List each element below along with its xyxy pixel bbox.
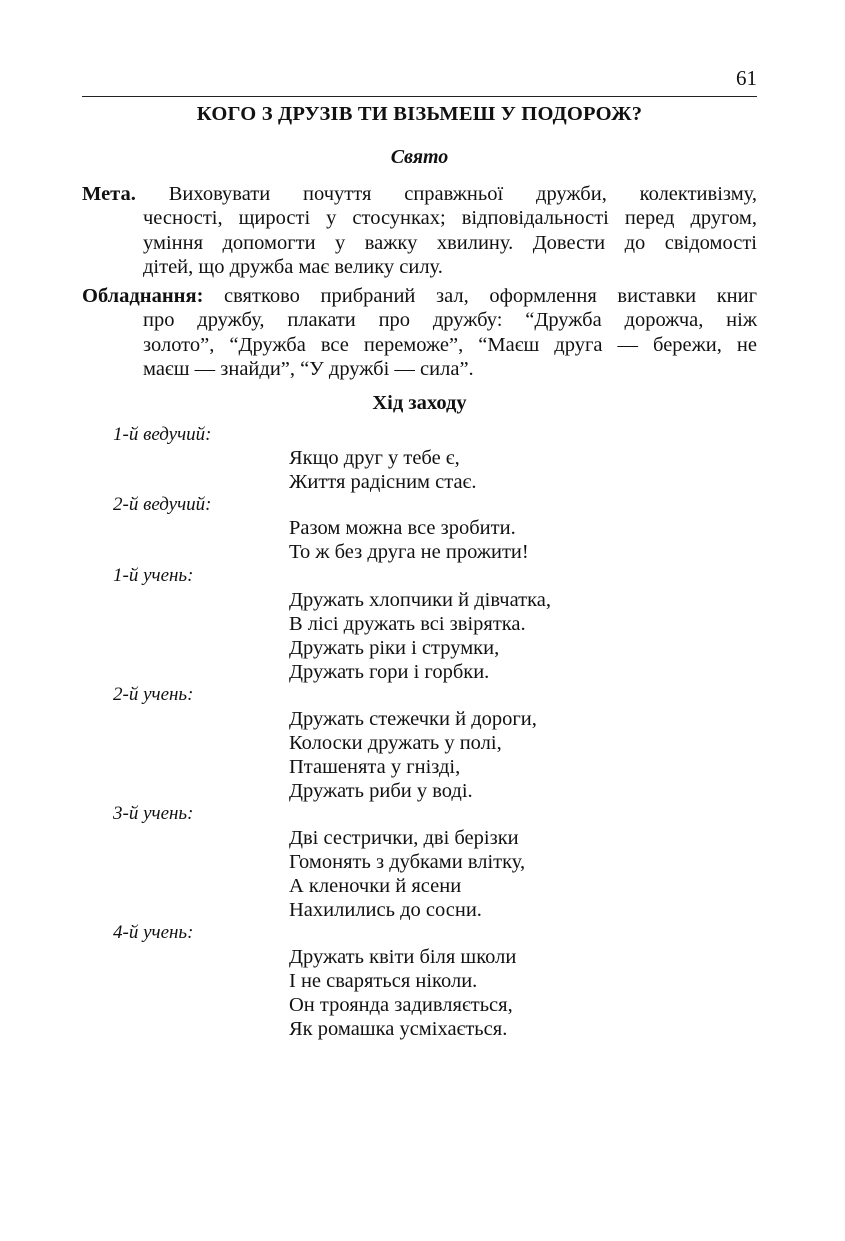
verse-line: Дружать ріки і струмки, bbox=[289, 637, 500, 659]
speaker-label: 2-й учень: bbox=[113, 684, 194, 705]
equipment-line bbox=[82, 284, 757, 308]
speaker-label: 1-й учень: bbox=[113, 565, 194, 586]
equipment-line: золото”, “Дружба все переможе”, “Маєш друга — бережи, не bbox=[143, 333, 757, 356]
verse-line: То ж без друга не прожити! bbox=[289, 541, 529, 563]
section-heading: Хід заходу bbox=[372, 392, 467, 414]
goal-line-text: Виховувати почуття справжньої дружби, колективізму, bbox=[168, 183, 757, 205]
verse-line: Дві сестрички, дві берізки bbox=[289, 827, 519, 849]
verse-line: Пташенята у гнізді, bbox=[289, 756, 461, 778]
verse bbox=[289, 707, 537, 803]
verse-line: Он троянда задивляється, bbox=[289, 994, 513, 1016]
header-rule bbox=[82, 96, 757, 97]
goal-label: Мета. bbox=[82, 183, 136, 205]
speaker-label: 4-й учень: bbox=[113, 922, 194, 943]
verse bbox=[289, 446, 476, 494]
goal-line: дітей, що дружба має велику силу. bbox=[143, 255, 443, 278]
verse-line: В лісі дружать всі звірятка. bbox=[289, 613, 526, 635]
verse bbox=[289, 588, 551, 684]
equipment-label: Обладнання: bbox=[82, 285, 204, 307]
verse-line: Дружать хлопчики й дівчатка, bbox=[289, 589, 551, 611]
verse-line: Гомонять з дубками влітку, bbox=[289, 851, 526, 873]
verse-line: Дружать стежечки й дороги, bbox=[289, 708, 537, 730]
verse-line: Дружать квіти біля школи bbox=[289, 946, 517, 968]
verse-line: Разом можна все зробити. bbox=[289, 517, 516, 539]
equipment-line: про дружбу, плакати про дружбу: “Дружба дорожча, ніж bbox=[143, 309, 757, 332]
verse bbox=[289, 826, 525, 922]
goal-paragraph bbox=[82, 182, 757, 279]
speaker-label: 1-й ведучий: bbox=[113, 424, 212, 445]
page-number: 61 bbox=[736, 66, 757, 90]
verse-line: А кленочки й ясени bbox=[289, 875, 462, 897]
page-title: КОГО З ДРУЗІВ ТИ ВІЗЬМЕШ У ПОДОРОЖ? bbox=[196, 103, 643, 125]
subtitle: Свято bbox=[390, 146, 449, 168]
verse bbox=[289, 516, 529, 564]
equipment-line-text: святково прибраний зал, оформлення виставки книг bbox=[224, 285, 757, 307]
speaker-label: 3-й учень: bbox=[113, 803, 194, 824]
equipment-line: маєш — знайди”, “У дружбі — сила”. bbox=[143, 357, 474, 380]
verse-line: Нахилились до сосни. bbox=[289, 899, 482, 921]
verse-line: Дружать гори і горбки. bbox=[289, 661, 490, 683]
goal-line bbox=[82, 182, 757, 206]
verse bbox=[289, 945, 516, 1041]
goal-line: уміння допомогти у важку хвилину. Довести до свідомості bbox=[143, 231, 757, 254]
verse-line: Дружать риби у воді. bbox=[289, 780, 473, 802]
speaker-label: 2-й ведучий: bbox=[113, 494, 212, 515]
verse-line: Колоски дружать у полі, bbox=[289, 732, 502, 754]
verse-line: Як ромашка усміхається. bbox=[289, 1018, 508, 1040]
verse-line: Якщо друг у тебе є, bbox=[289, 447, 460, 469]
goal-line: чесності, щирості у стосунках; відповідальності перед другом, bbox=[143, 207, 757, 230]
verse-line: Життя радісним стає. bbox=[289, 471, 477, 493]
verse-line: І не сваряться ніколи. bbox=[289, 970, 478, 992]
equipment-paragraph bbox=[82, 284, 757, 381]
